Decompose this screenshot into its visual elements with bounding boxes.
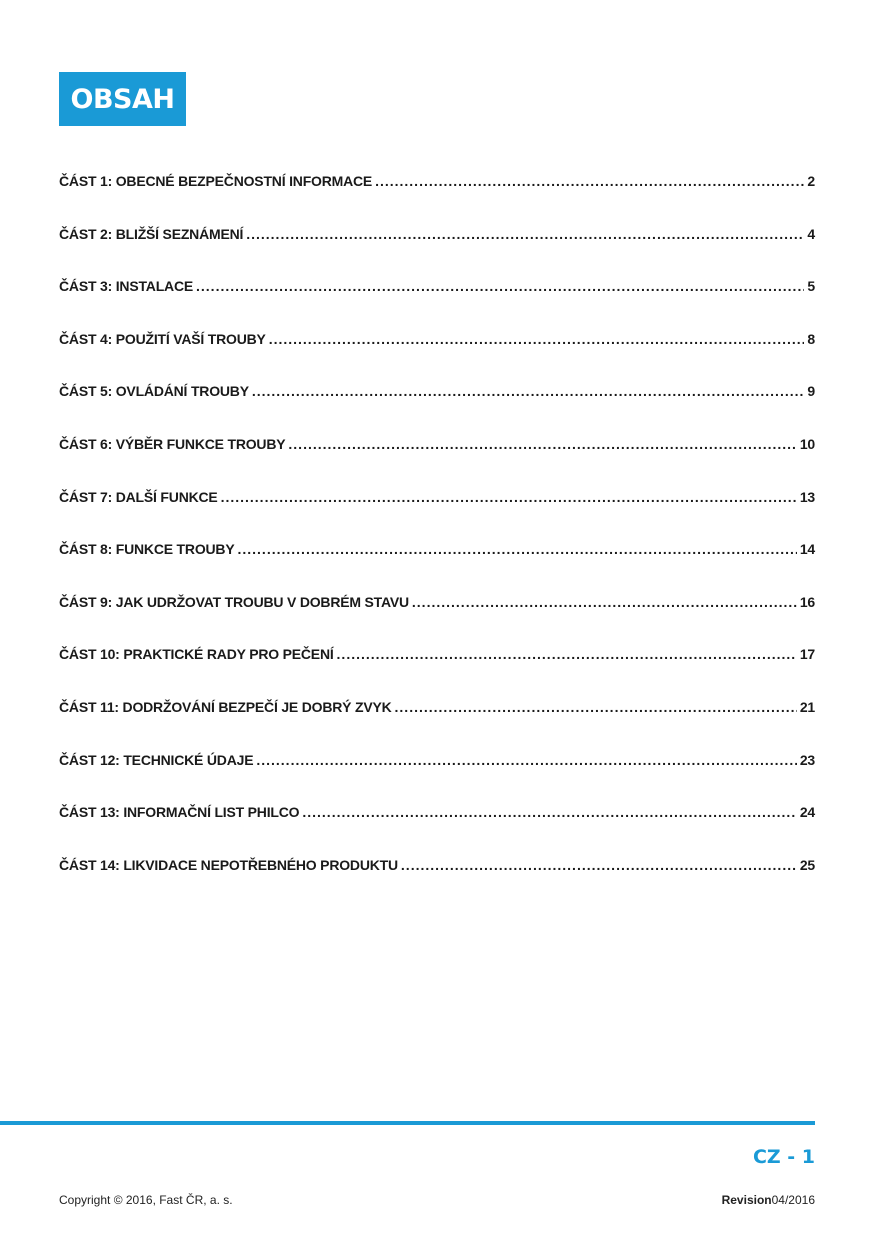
toc-entry-8[interactable] (59, 541, 815, 594)
toc-entry-label: ČÁST 6: VÝBĚR FUNKCE TROUBY (59, 435, 286, 452)
toc-entry-4[interactable] (59, 331, 815, 384)
toc-entry-3[interactable] (59, 278, 815, 331)
leader-dots (375, 173, 804, 189)
leader-dots (302, 804, 796, 820)
page-title: OBSAH (70, 83, 175, 115)
toc-entry-12[interactable] (59, 752, 815, 805)
toc-entry-label: ČÁST 4: POUŽITÍ VAŠÍ TROUBY (59, 330, 266, 347)
toc-entry-label: ČÁST 14: LIKVIDACE NEPOTŘEBNÉHO PRODUKTU (59, 856, 398, 873)
toc-entry-page: 17 (799, 646, 815, 663)
toc-entry-13[interactable] (59, 804, 815, 857)
toc-entry-label: ČÁST 11: DODRŽOVÁNÍ BEZPEČÍ JE DOBRÝ ZVYK (59, 698, 392, 715)
toc-entry-label: ČÁST 7: DALŠÍ FUNKCE (59, 488, 218, 505)
leader-dots (269, 331, 805, 347)
leader-dots (246, 226, 804, 242)
toc-entry-page: 21 (799, 698, 815, 715)
copyright-notice: Copyright © 2016, Fast ČR, a. s. (59, 1193, 233, 1207)
revision-date: 04/2016 (771, 1193, 815, 1207)
toc-entry-label: ČÁST 1: OBECNÉ BEZPEČNOSTNÍ INFORMACE (59, 173, 373, 189)
leader-dots (288, 436, 796, 452)
toc-entry-page: 5 (807, 278, 815, 295)
toc-entry-5[interactable] (59, 383, 815, 436)
toc-entry-page: 16 (799, 593, 815, 610)
toc-entry-page: 2 (807, 173, 815, 189)
leader-dots (412, 594, 797, 610)
leader-dots (395, 699, 797, 715)
leader-dots (221, 489, 797, 505)
title-banner (59, 72, 186, 126)
leader-dots (401, 857, 797, 873)
toc-entry-11[interactable] (59, 699, 815, 752)
revision-info (722, 1193, 815, 1207)
toc-entry-14[interactable] (59, 857, 815, 910)
leader-dots (252, 383, 805, 399)
toc-entry-page: 4 (807, 225, 815, 242)
toc-entry-label: ČÁST 8: FUNKCE TROUBY (59, 541, 235, 558)
toc-entry-page: 8 (807, 330, 815, 347)
toc-entry-page: 25 (799, 856, 815, 873)
toc-entry-6[interactable] (59, 436, 815, 489)
toc-entry-2[interactable] (59, 226, 815, 279)
leader-dots (337, 646, 797, 662)
toc-entry-label: ČÁST 5: OVLÁDÁNÍ TROUBY (59, 383, 249, 400)
toc-entry-page: 9 (807, 383, 815, 400)
page-number: CZ - 1 (752, 1146, 815, 1168)
toc-entry-9[interactable] (59, 594, 815, 647)
toc-entry-label: ČÁST 2: BLIŽŠÍ SEZNÁMENÍ (59, 225, 244, 242)
toc-entry-1[interactable] (59, 173, 815, 226)
toc-entry-page: 24 (799, 804, 815, 821)
toc-entry-page: 13 (799, 488, 815, 505)
toc-entry-page: 10 (799, 435, 815, 452)
toc-entry-label: ČÁST 13: INFORMAČNÍ LIST PHILCO (59, 804, 300, 821)
leader-dots (196, 278, 804, 294)
toc-entry-label: ČÁST 12: TECHNICKÉ ÚDAJE (59, 751, 254, 768)
revision-label: Revision (721, 1193, 772, 1207)
toc-entry-label: ČÁST 10: PRAKTICKÉ RADY PRO PEČENÍ (59, 646, 334, 663)
toc-entry-10[interactable] (59, 646, 815, 699)
toc-entry-page: 23 (799, 751, 815, 768)
toc-entry-7[interactable] (59, 489, 815, 542)
table-of-contents (59, 173, 815, 909)
toc-entry-label: ČÁST 3: INSTALACE (59, 278, 194, 295)
leader-dots (256, 752, 796, 768)
footer-divider (0, 1121, 815, 1125)
toc-entry-page: 14 (799, 541, 815, 558)
toc-entry-label: ČÁST 9: JAK UDRŽOVAT TROUBU V DOBRÉM STAVU (59, 593, 409, 610)
leader-dots (237, 541, 796, 557)
